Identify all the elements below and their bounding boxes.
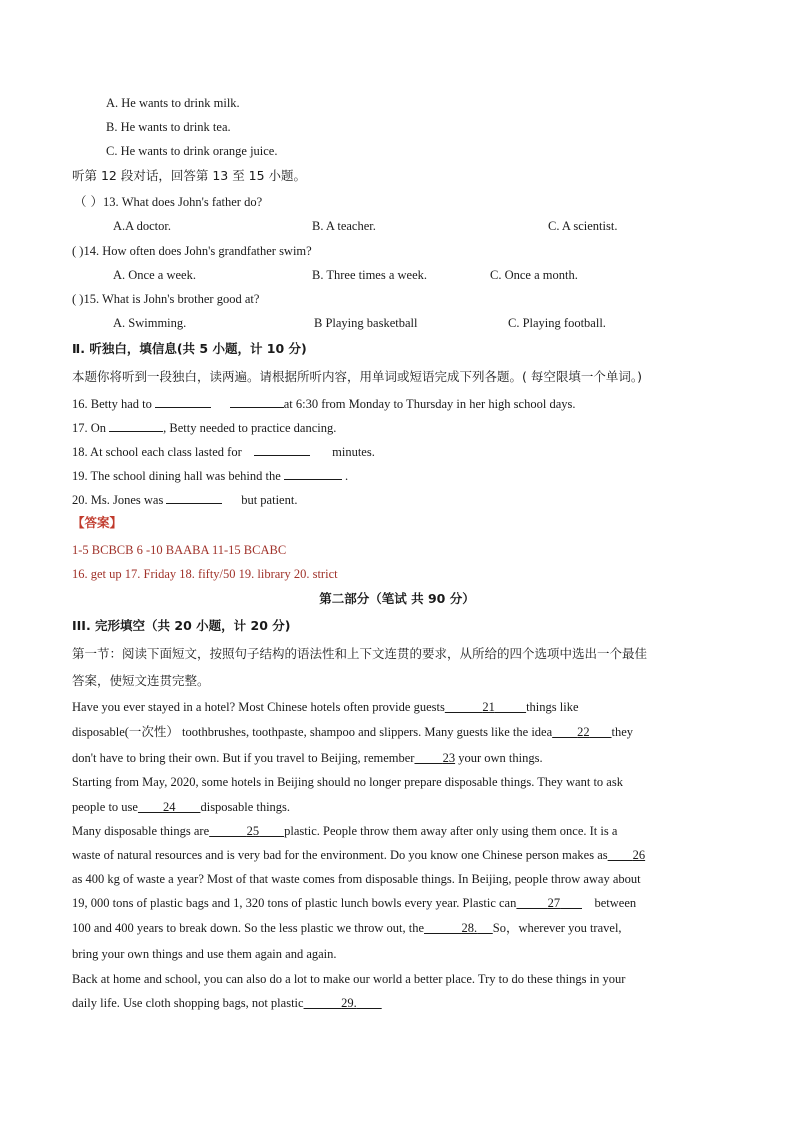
blank-29[interactable]	[304, 996, 382, 1010]
section-2-instruction: 本题你将听到一段独白，读两遍。请根据所听内容，用单词或短语完成下列各题。( 每空限填一个单词。)	[72, 369, 642, 384]
q15-option-a: A. Swimming.	[113, 316, 187, 330]
q16-text-a: 16. Betty had to	[72, 397, 155, 411]
section-3-instruction-1: 第一节：阅读下面短文，按照句子结构的语法性和上下文连贯的要求，从所给的四个选项中选出一个最佳	[72, 646, 648, 661]
q18-line	[72, 442, 375, 460]
q17-text-b: , Betty needed to practice dancing.	[163, 421, 337, 435]
q16-blank-2[interactable]	[230, 394, 284, 408]
answers-line-2: 16. get up 17. Friday 18. fifty/50 19. library 20. strict	[72, 567, 338, 581]
blank-21[interactable]	[445, 700, 526, 714]
passage-p3-line-4	[72, 895, 636, 911]
blank-24-number: 24	[162, 800, 176, 814]
q17-text-a: 17. On	[72, 421, 110, 435]
passage-p1-line-1	[72, 699, 579, 715]
passage-text: daily life. Use cloth shopping bags, not plastic	[72, 996, 304, 1010]
q19-line	[72, 466, 348, 484]
q13-option-b: B. A teacher.	[312, 219, 376, 233]
q14-option-c: C. Once a month.	[490, 268, 578, 282]
q15-text: 15. What is John's brother good at?	[83, 292, 260, 306]
blank-27[interactable]	[516, 896, 582, 910]
q12-option-b: B. He wants to drink tea.	[106, 120, 231, 134]
blank-27-number: 27	[547, 896, 561, 910]
blank-25-number: 25	[246, 824, 260, 838]
passage-p1-line-2	[72, 724, 633, 740]
q13-answer-paren: （ ）	[74, 194, 103, 209]
q20-text-b: but patient.	[241, 493, 298, 507]
blank-26-number: 26	[632, 848, 646, 862]
q17-blank[interactable]	[109, 418, 163, 432]
passage-text: 100 and 400 years to break down. So the less plastic we throw out, the	[72, 921, 425, 935]
q18-text-b: minutes.	[332, 445, 375, 459]
passage-p2-line-2	[72, 799, 290, 815]
passage-p3-line-3: as 400 kg of waste a year? Most of that waste comes from disposable things. In Beijing, people throw away about	[72, 872, 641, 886]
q13-option-a: A.A doctor.	[113, 219, 171, 233]
passage-text: your own things.	[455, 751, 543, 765]
section-3-title: III. 完形填空（共 20 小题，计 20 分)	[72, 618, 291, 633]
q18-text-a: 18. At school each class lasted for	[72, 445, 245, 459]
passage-text: people to use	[72, 800, 138, 814]
q13-option-c: C. A scientist.	[548, 219, 618, 233]
q16-line	[72, 394, 575, 412]
q15-option-c: C. Playing football.	[508, 316, 606, 330]
passage-p3-line-6: bring your own things and use them again and again.	[72, 947, 337, 961]
blank-29-number: 29.	[341, 996, 357, 1010]
passage-text: between	[594, 896, 637, 910]
blank-23[interactable]	[414, 751, 455, 765]
passage-text: 19, 000 tons of plastic bags and 1, 320 tons of plastic lunch bowls every year. Plastic can	[72, 896, 517, 910]
part-2-title: 第二部分（笔试 共 90 分）	[319, 591, 475, 606]
passage-p1-line-3	[72, 750, 543, 766]
q16-text-b: at 6:30 from Monday to Thursday in her high school days.	[283, 397, 576, 411]
q12-option-a: A. He wants to drink milk.	[106, 96, 240, 110]
blank-26[interactable]	[608, 848, 646, 862]
q15-stem	[72, 291, 259, 307]
q14-stem	[72, 243, 312, 259]
q17-line	[72, 418, 336, 436]
passage-p3-line-2	[72, 847, 645, 863]
passage-text: Have you ever stayed in a hotel? Most Chinese hotels often provide guests	[72, 700, 445, 714]
passage-text: waste of natural resources and is very bad for the environment. Do you know one Chinese person makes as	[72, 848, 608, 862]
blank-23-number: 23	[442, 751, 456, 765]
q14-option-a: A. Once a week.	[113, 268, 196, 282]
q13-text: 13. What does John's father do?	[102, 195, 263, 209]
q19-blank[interactable]	[284, 466, 342, 480]
passage-text: things like	[526, 700, 579, 714]
q14-text: 14. How often does John's grandfather swim?	[83, 244, 312, 258]
q15-answer-paren: ( )	[72, 292, 84, 306]
blank-22[interactable]	[552, 725, 611, 739]
passage-p4-line-2	[72, 995, 382, 1011]
instruction-13-15: 听第 12 段对话，回答第 13 至 15 小题。	[72, 168, 307, 183]
blank-22-number: 22	[577, 725, 590, 739]
q16-blank-1[interactable]	[155, 394, 211, 408]
passage-text: plastic. People throw them away after only using them once. It is a	[284, 824, 618, 838]
blank-25[interactable]	[209, 824, 284, 838]
passage-p2-line-1: Starting from May, 2020, some hotels in Beijing should no longer prepare disposable things. They want to ask	[72, 775, 623, 789]
blank-21-number: 21	[482, 700, 495, 714]
q13-stem	[74, 194, 262, 210]
q20-text-a: 20. Ms. Jones was	[72, 493, 167, 507]
q20-line	[72, 490, 297, 508]
passage-p4-line-1: Back at home and school, you can also do a lot to make our world a better place. Try to do these things in your	[72, 972, 626, 986]
blank-24[interactable]	[138, 800, 201, 814]
q15-option-b: B Playing basketball	[314, 316, 418, 330]
q14-answer-paren: ( )	[72, 244, 84, 258]
q20-blank[interactable]	[166, 490, 222, 504]
answers-line-1: 1-5 BCBCB 6 -10 BAABA 11-15 BCABC	[72, 543, 287, 557]
passage-text: don't have to bring their own. But if you travel to Beijing, remember	[72, 751, 415, 765]
passage-text: disposable(一次性） toothbrushes, toothpaste, shampoo and slippers. Many guests like the idea	[72, 725, 553, 739]
passage-p3-line-1	[72, 823, 617, 839]
blank-28-number: 28.	[461, 921, 478, 935]
passage-text: Many disposable things are	[72, 824, 210, 838]
answer-label: 【答案】	[72, 515, 123, 530]
passage-text: So，wherever you travel,	[492, 921, 622, 935]
passage-text: they	[611, 725, 634, 739]
section-3-instruction-2: 答案，使短文连贯完整。	[72, 673, 210, 688]
passage-p3-line-5	[72, 920, 622, 936]
q19-text-b: .	[341, 469, 349, 483]
q12-option-c: C. He wants to drink orange juice.	[106, 144, 278, 158]
section-2-title: Ⅱ. 听独白，填信息(共 5 小题，计 10 分)	[72, 341, 307, 356]
blank-28[interactable]	[424, 921, 493, 935]
q14-option-b: B. Three times a week.	[312, 268, 428, 282]
q18-blank[interactable]	[254, 442, 310, 456]
q19-text-a: 19. The school dining hall was behind the	[72, 469, 284, 483]
passage-text: disposable things.	[200, 800, 291, 814]
